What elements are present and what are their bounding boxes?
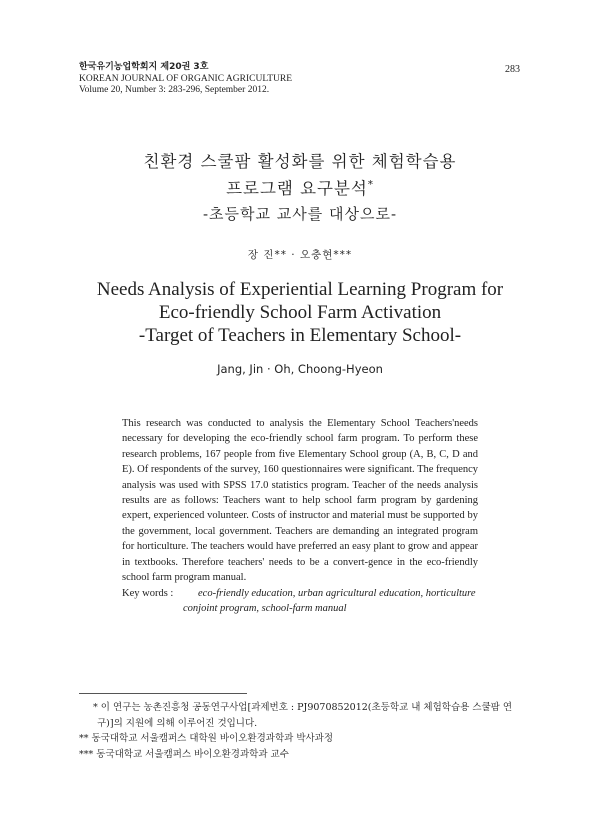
footnote-divider bbox=[79, 693, 247, 694]
korean-title-line2 bbox=[0, 175, 600, 199]
footnote-mark: * bbox=[367, 179, 374, 191]
keywords-label: Key words : bbox=[122, 588, 174, 599]
footnote-funding: * 이 연구는 농촌진흥청 공동연구사업[과제번호 : PJ9070852012(초등학교 내 체험학습용 스쿨팜 연 bbox=[93, 702, 513, 713]
footnote-funding-cont: 구)]의 지원에 의해 이루어진 것입니다. bbox=[97, 717, 258, 729]
english-subtitle: -Target of Teachers in Elementary School- bbox=[138, 325, 462, 346]
page-number: 283 bbox=[505, 64, 520, 75]
korean-title-line1: 친환경 스쿨팜 활성화를 위한 체험학습용 bbox=[143, 152, 457, 171]
journal-name-korean: 한국유기농업학회지 제20권 3호 bbox=[79, 62, 209, 72]
journal-name-english: KOREAN JOURNAL OF ORGANIC AGRICULTURE bbox=[79, 73, 293, 84]
keywords-line1: eco-friendly education, urban agricultural education, horticulture bbox=[198, 588, 476, 599]
keywords bbox=[122, 586, 476, 616]
keywords-line2: conjoint program, school-farm manual bbox=[183, 603, 347, 614]
footnotes bbox=[79, 700, 527, 762]
korean-subtitle: -초등학교 교사를 대상으로- bbox=[202, 205, 398, 223]
volume-info: Volume 20, Number 3: 283-296, September 2012. bbox=[79, 85, 270, 95]
footnote-author1: ** 동국대학교 서울캠퍼스 대학원 바이오환경과학과 박사과정 bbox=[79, 733, 334, 744]
journal-header bbox=[79, 62, 292, 97]
english-authors: Jang, Jin · Oh, Choong-Hyeon bbox=[217, 362, 383, 376]
footnote-author2: *** 동국대학교 서울캠퍼스 바이오환경과학과 교수 bbox=[79, 748, 289, 760]
english-title-line1: Needs Analysis of Experiential Learning Program for bbox=[96, 279, 504, 300]
korean-title-line2-text: 프로그램 요구분석 bbox=[226, 179, 368, 198]
english-title-line2: Eco-friendly School Farm Activation bbox=[158, 302, 442, 323]
korean-authors: 장 진** · 오충현*** bbox=[247, 249, 353, 261]
abstract: This research was conducted to analysis the Elementary School Teachers'needs necessary for developing the eco-friendly school farm program. To perform these research problems, 167 people from five Elementary School group (A, B, C, D and E). Of respondents of the survey, 160 questionnaires were significant. The frequency analysis was used with SPSS 17.0 statistics program. Teacher of the needs analysis results are as follows: Teachers want to help school farm program by gardening expert, experienced volunteer. Costs of instructor and material must be supported by the government, local government. Teachers are demanding an integrated program for horticulture. The teachers would have preferred an easy plant to grow and appear in textbooks. Therefore teachers' needs to be a convert-gence in the eco-friendly school farm program manual. bbox=[122, 418, 479, 584]
